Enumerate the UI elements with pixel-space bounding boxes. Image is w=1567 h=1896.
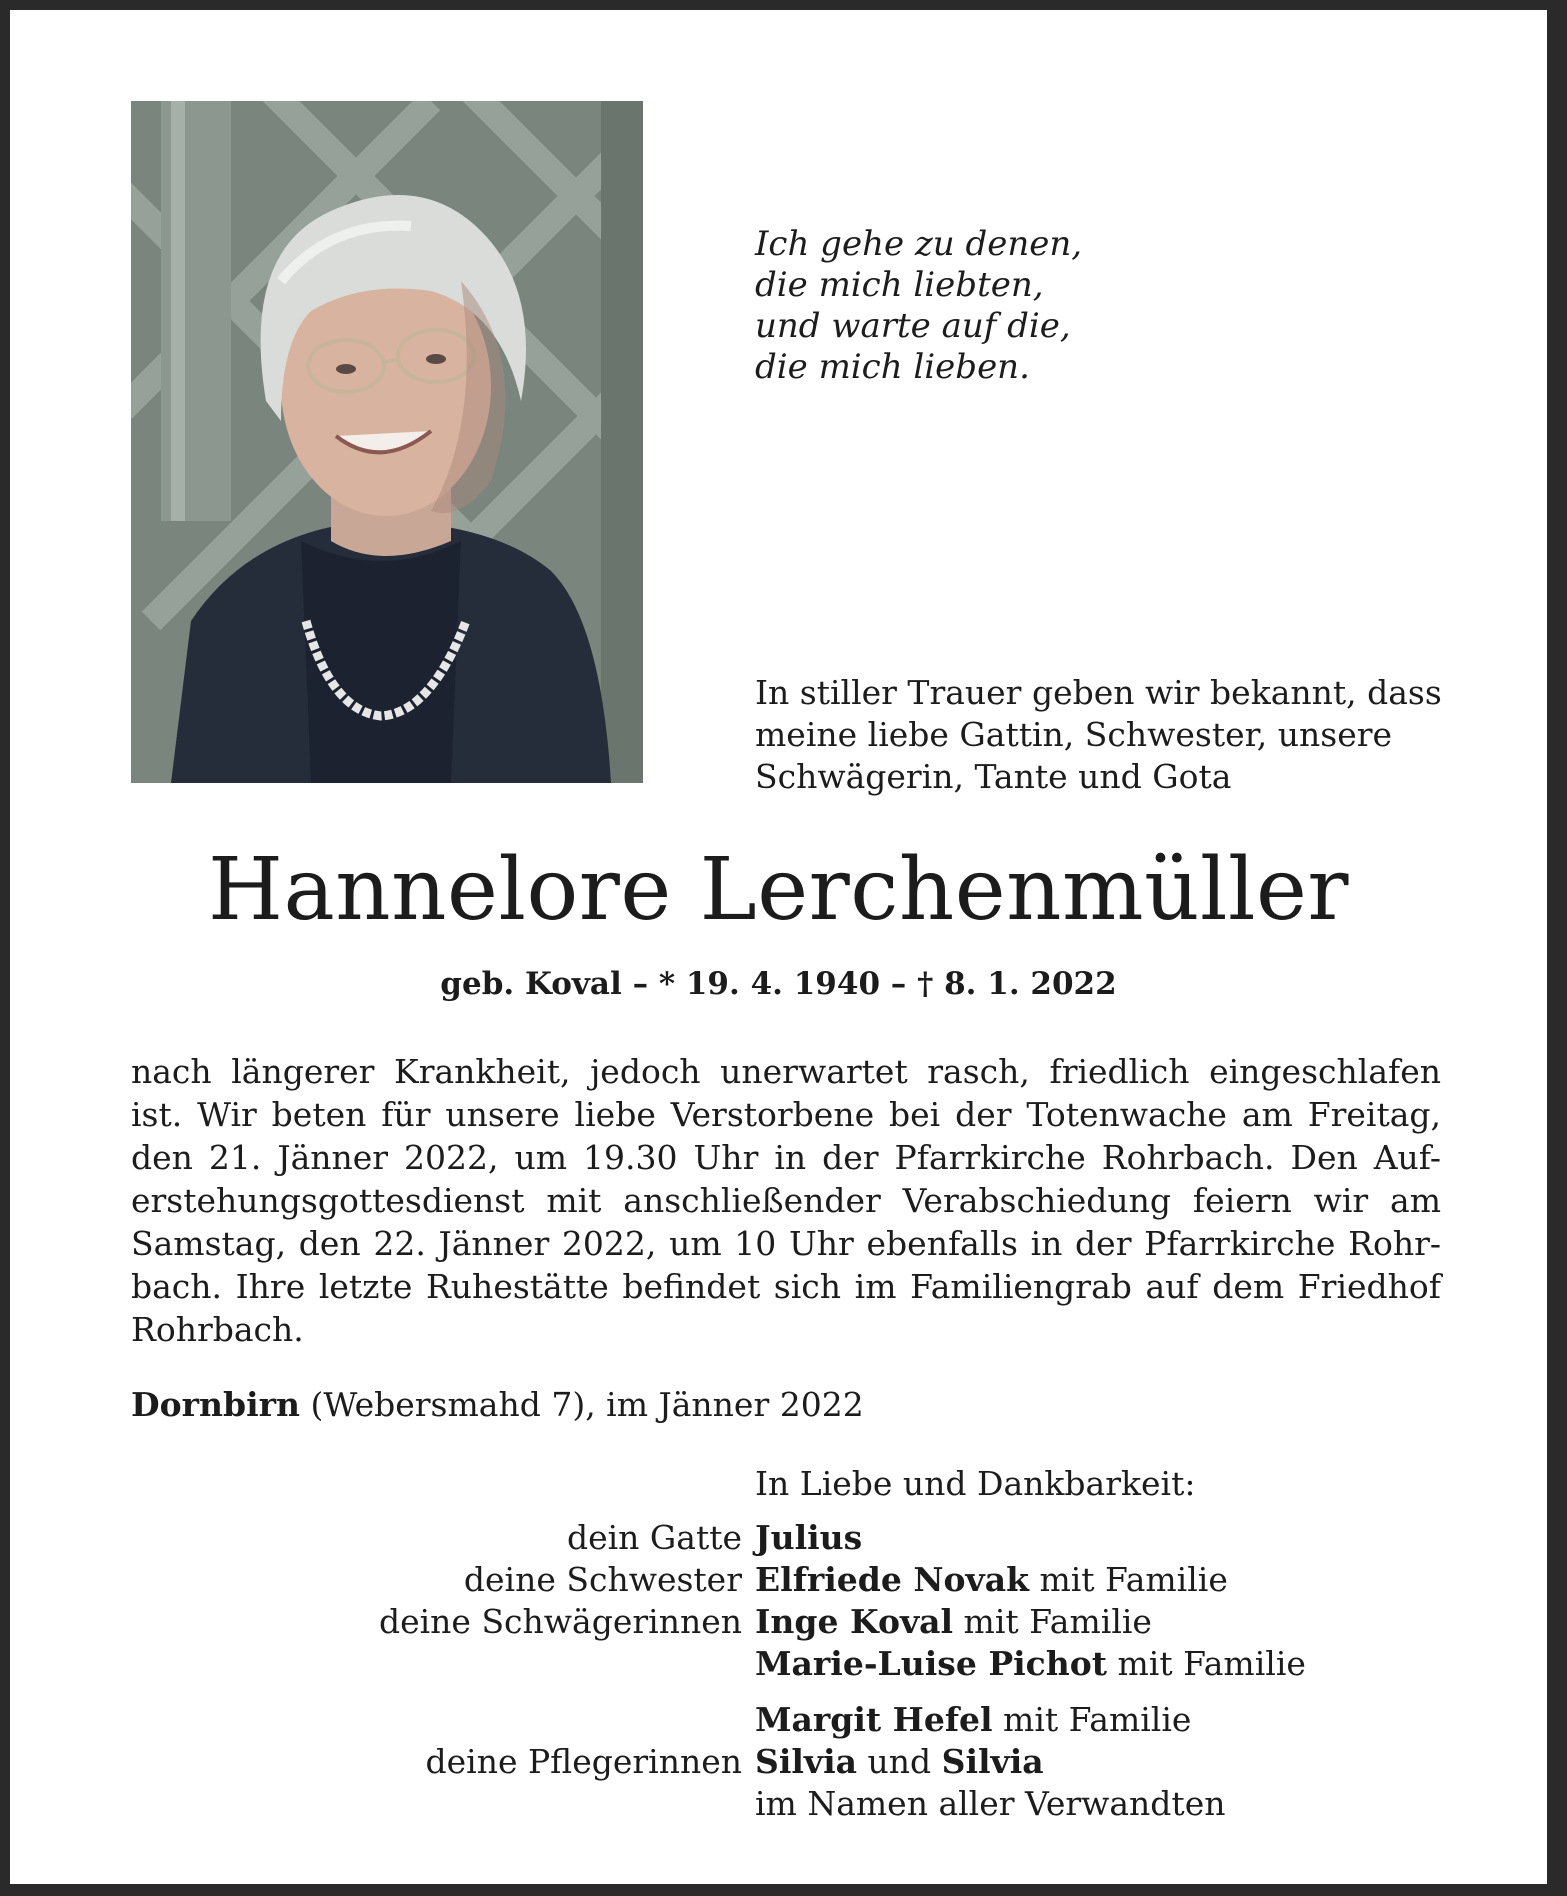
- mourner-bold-name: Inge Koval: [755, 1602, 954, 1641]
- obituary-page: [10, 10, 1547, 1884]
- portrait-photo: [131, 101, 643, 783]
- mourner-name: [755, 1742, 1044, 1781]
- mourner-name: [755, 1518, 862, 1557]
- relation-label: deine Pflegerinnen: [425, 1742, 742, 1781]
- with-family-text: mit Familie: [1107, 1644, 1306, 1683]
- mourner-bold-name: Margit Hefel: [755, 1700, 993, 1739]
- with-family-text: mit Familie: [953, 1602, 1152, 1641]
- mourner-bold-name: Elfriede Novak: [755, 1560, 1029, 1599]
- mourner-bold-name: Marie-Luise Pichot: [755, 1644, 1108, 1683]
- mourner-row: [10, 1518, 1547, 1560]
- mourner-row: [10, 1784, 1547, 1826]
- signoff: In Liebe und Dankbarkeit:: [755, 1464, 1196, 1503]
- mourner-bold-name: Silvia: [755, 1742, 857, 1781]
- relation-label: deine Schwester: [463, 1560, 742, 1599]
- mourner-name: [755, 1644, 1306, 1683]
- mourner-row: [10, 1644, 1547, 1686]
- text-line: Rohrbach.: [131, 1310, 304, 1349]
- mourner-row: [10, 1742, 1547, 1784]
- mourners-list: [10, 1518, 1547, 1826]
- intro-line: meine liebe Gattin, Schwester, unsere: [755, 715, 1393, 754]
- text-line: erstehungsgottesdienst mit anschließender Verabschiedung feiern wir am: [131, 1181, 1441, 1220]
- and-text: und: [857, 1742, 942, 1781]
- text-line: bach. Ihre letzte Ruhestätte befindet sich im Familiengrab auf dem Friedhof: [131, 1267, 1441, 1306]
- announcement-intro: [755, 672, 1445, 798]
- mourner-name: [755, 1602, 1152, 1641]
- poem-line: und warte auf die,: [755, 306, 1071, 346]
- text-line: Samstag, den 22. Jänner 2022, um 10 Uhr ebenfalls in der Pfarrkirche Rohr-: [131, 1224, 1441, 1263]
- mourner-bold-name: Silvia: [941, 1742, 1044, 1781]
- mourner-row: [10, 1700, 1547, 1742]
- mourner-name: [755, 1700, 1191, 1739]
- poem-line: die mich lieben.: [755, 347, 1030, 387]
- birth-death-dates: geb. Koval – * 19. 4. 1940 – † 8. 1. 2022: [440, 966, 1117, 1002]
- deceased-name: Hannelore Lerchenmüller: [208, 840, 1349, 940]
- intro-line: In stiller Trauer geben wir bekannt, dass: [755, 673, 1442, 712]
- portrait-image: [131, 101, 643, 783]
- text-line: den 21. Jänner 2022, um 19.30 Uhr in der Pfarrkirche Rohrbach. Den Auf-: [131, 1138, 1441, 1177]
- intro-line: Schwägerin, Tante und Gota: [755, 757, 1232, 796]
- place-rest: (Webersmahd 7), im Jänner 2022: [300, 1385, 864, 1424]
- text-line: ist. Wir beten für unsere liebe Verstorbene bei der Totenwache am Freitag,: [131, 1095, 1441, 1134]
- relatives-line: im Namen aller Verwandten: [755, 1784, 1226, 1823]
- text-line: nach längerer Krankheit, jedoch unerwartet rasch, friedlich eingeschlafen: [131, 1052, 1441, 1091]
- mourner-bold-name: Julius: [755, 1518, 863, 1557]
- place-date: [131, 1385, 864, 1424]
- poem-line: die mich liebten,: [755, 265, 1044, 305]
- poem: [755, 224, 1082, 388]
- spacer: [10, 1686, 1547, 1700]
- mourner-row: [10, 1560, 1547, 1602]
- place-city: Dornbirn: [131, 1385, 300, 1424]
- mourner-row: [10, 1602, 1547, 1644]
- with-family-text: mit Familie: [1028, 1560, 1228, 1599]
- obituary-text: [131, 1050, 1441, 1351]
- mourner-name: [755, 1560, 1228, 1599]
- with-family-text: mit Familie: [992, 1700, 1192, 1739]
- relation-label: deine Schwägerinnen: [378, 1602, 742, 1641]
- poem-line: Ich gehe zu denen,: [755, 224, 1083, 264]
- relation-label: dein Gatte: [566, 1518, 742, 1557]
